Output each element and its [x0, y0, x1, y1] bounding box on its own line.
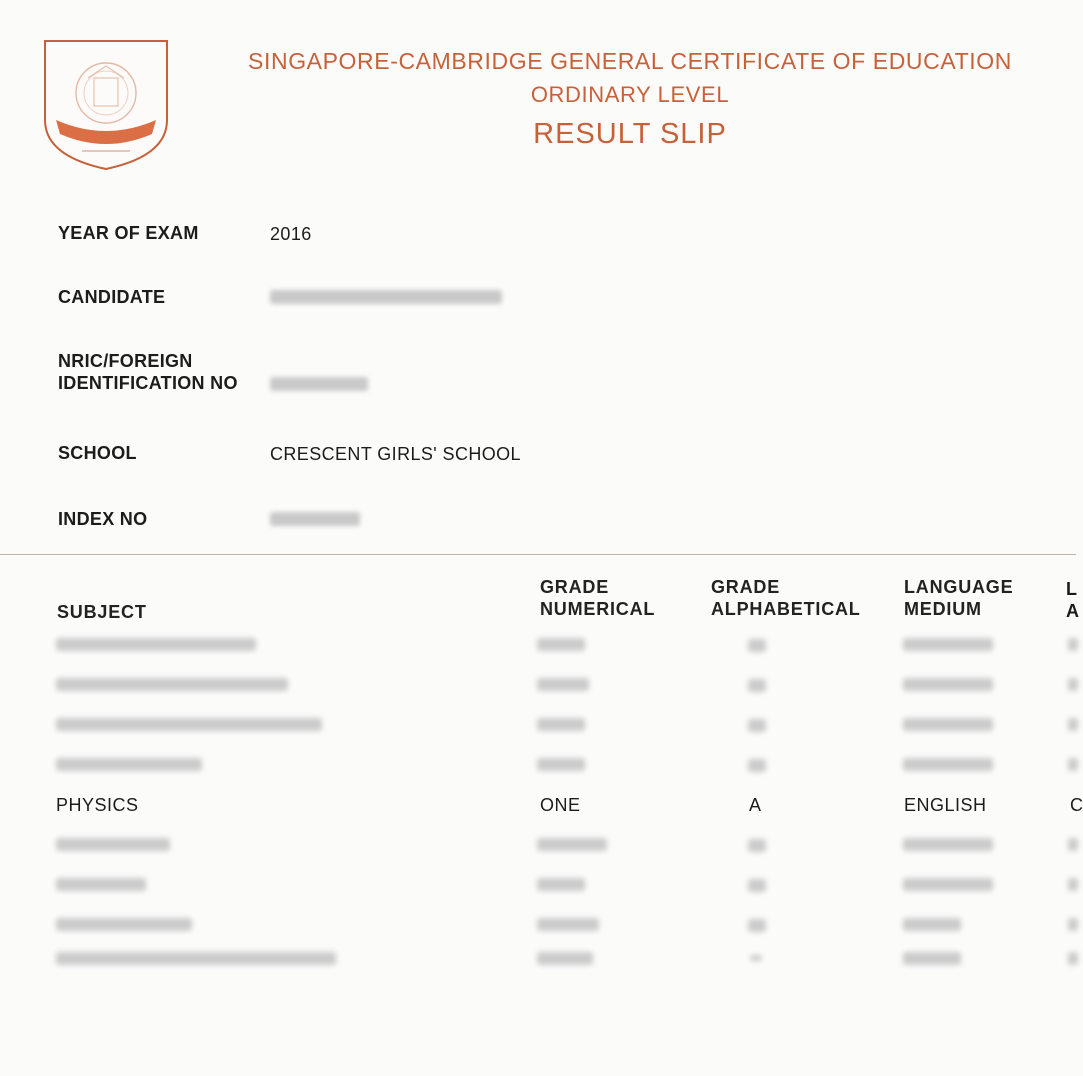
grade-alphabetical-cell: A — [749, 795, 762, 815]
table-row — [0, 750, 1076, 790]
school-value: CRESCENT GIRLS' SCHOOL — [270, 444, 521, 464]
header-subtitle: ORDINARY LEVEL — [530, 82, 730, 107]
candidate-label: CANDIDATE — [58, 287, 166, 307]
index-redacted — [270, 512, 360, 526]
table-row — [0, 670, 1076, 710]
cut-off-cell: C — [1070, 795, 1083, 815]
subject-cell: PHYSICS — [56, 795, 139, 815]
crest-icon — [42, 38, 170, 172]
nric-label-line2: IDENTIFICATION NO — [58, 373, 238, 393]
table-row — [0, 710, 1076, 750]
candidate-redacted — [270, 290, 502, 304]
school-label: SCHOOL — [58, 443, 137, 463]
language-medium-header-line1: LANGUAGE — [904, 577, 1014, 597]
table-row — [0, 870, 1076, 910]
grade-numerical-cell: ONE — [540, 795, 581, 815]
year-value: 2016 — [270, 224, 312, 244]
grade-numerical-header-line2: NUMERICAL — [540, 599, 656, 619]
grade-numerical-header-line1: GRADE — [540, 577, 610, 597]
grade-alphabetical-header-line2: ALPHABETICAL — [711, 599, 861, 619]
cut-off-column-header: L A — [1066, 579, 1079, 621]
subject-header: SUBJECT — [57, 602, 147, 622]
nric-label-line1: NRIC/FOREIGN — [58, 351, 193, 371]
table-row — [0, 944, 1076, 984]
year-label: YEAR OF EXAM — [58, 223, 199, 243]
language-medium-header-line2: MEDIUM — [904, 599, 982, 619]
language-medium-cell: ENGLISH — [904, 795, 987, 815]
grade-alphabetical-header-line1: GRADE — [711, 577, 781, 597]
table-row-physics — [0, 790, 1083, 830]
section-divider — [0, 554, 1076, 555]
nric-redacted — [270, 377, 368, 391]
index-label: INDEX NO — [58, 509, 148, 529]
table-row — [0, 830, 1076, 870]
header-title: SINGAPORE-CAMBRIDGE GENERAL CERTIFICATE OF EDUCATION — [248, 48, 1012, 74]
table-row — [0, 630, 1076, 670]
document-title: RESULT SLIP — [533, 118, 727, 150]
